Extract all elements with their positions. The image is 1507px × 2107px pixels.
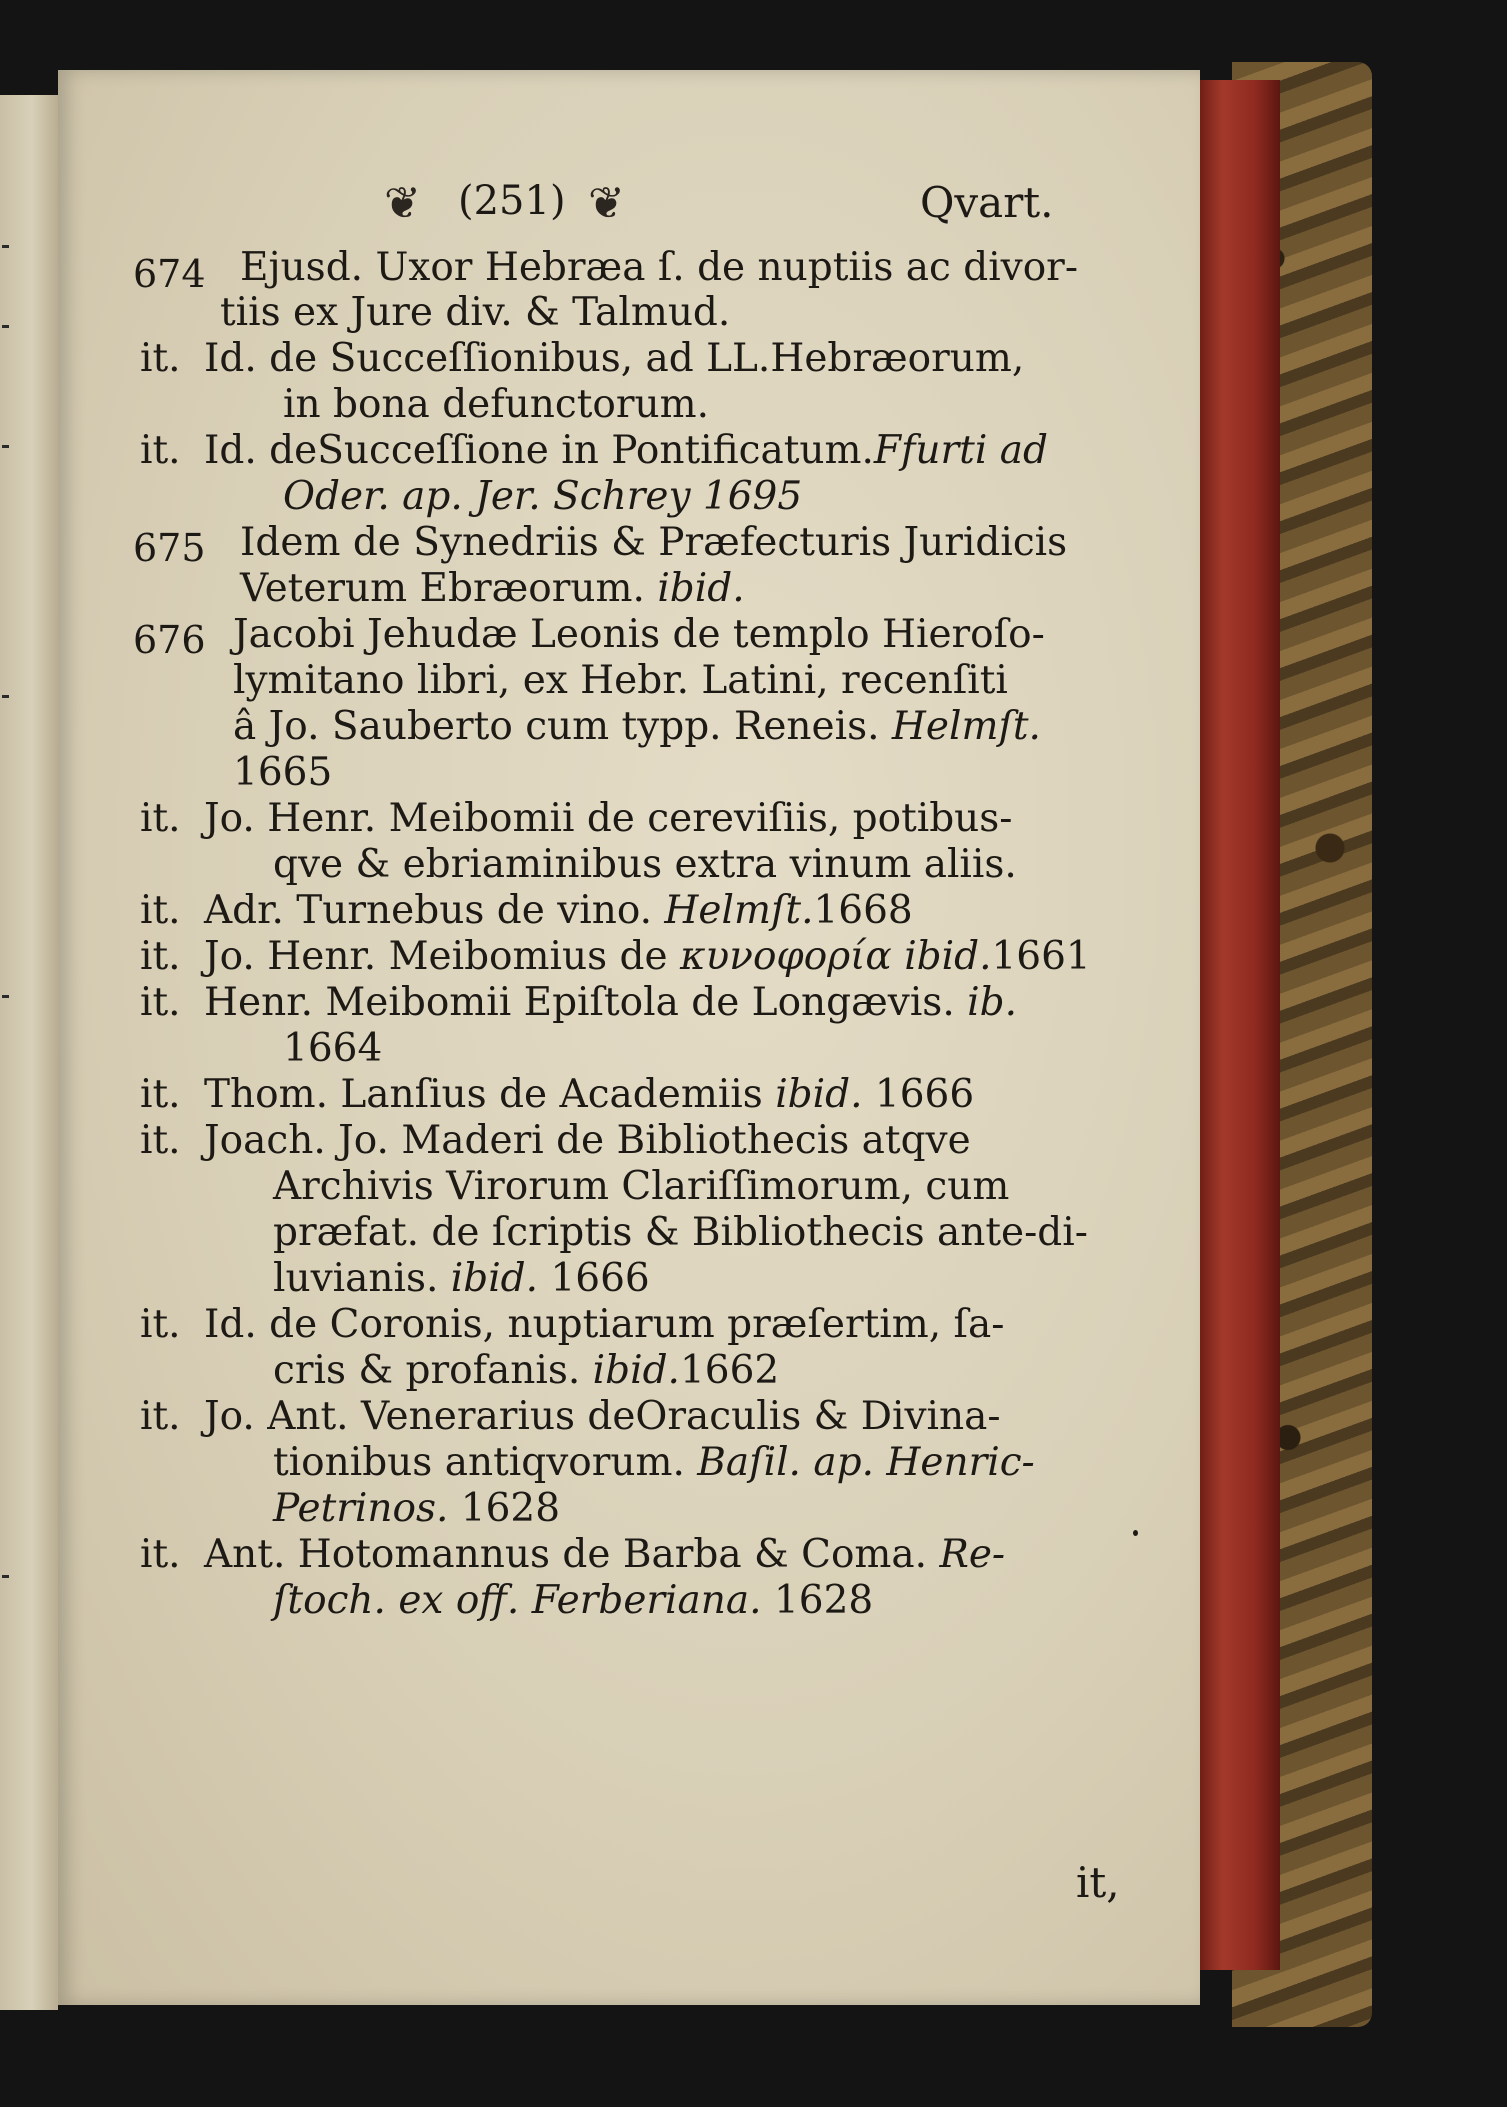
- entry-italic: ibid.: [775, 1072, 863, 1117]
- margin-mark: [2, 695, 9, 698]
- entry-prefix: it.: [140, 336, 181, 381]
- entry-line-group: [273, 1486, 560, 1532]
- entry-year: 1628: [773, 1578, 874, 1623]
- entry-italic: Petrinos.: [273, 1486, 449, 1531]
- entry-line-group: [204, 1532, 1005, 1578]
- entry-italic: ibid.: [904, 934, 992, 979]
- facing-page-edge: [0, 95, 58, 2010]
- entry-line-group: [273, 1256, 650, 1302]
- entry-italic: ib.: [967, 980, 1017, 1025]
- page-content: [58, 70, 1200, 2005]
- entry-line: Jo. Henr. Meibomii de cereviſiis, potibus-: [204, 796, 1013, 841]
- entry-number: 674: [133, 252, 206, 296]
- entry-line: qve & ebriaminibus extra vinum aliis.: [273, 842, 1017, 887]
- entry-italic: ibid.: [657, 566, 745, 611]
- entry-prefix: it.: [140, 796, 181, 841]
- ornament-left-icon: ❦: [384, 178, 421, 229]
- entry-line: Ant. Hotomannus de Barba & Coma.: [204, 1532, 928, 1577]
- entry-line: Jacobi Jehudæ Leonis de templo Hieroſo-: [233, 612, 1045, 657]
- entry-prefix: it.: [140, 980, 181, 1025]
- entry-line: Id. de Coronis, nuptiarum præſertim, ſa-: [204, 1302, 1005, 1347]
- entry-italic: κυνοφορία: [679, 934, 892, 979]
- entry-line: tiis ex Jure div. & Talmud.: [220, 290, 731, 335]
- entry-italic: Henric-: [886, 1440, 1035, 1485]
- entry-line: Id. de Succeſſionibus, ad LL.Hebræorum,: [204, 336, 1025, 381]
- entry-prefix: it.: [140, 1302, 181, 1347]
- entry-year: 1666: [550, 1256, 650, 1301]
- entry-line: Jo. Ant. Venerarius deOraculis & Divina-: [204, 1394, 1001, 1439]
- entry-line: Henr. Meibomii Epiſtola de Longævis.: [204, 980, 955, 1025]
- margin-mark: [2, 245, 9, 248]
- entry-italic: Baſil.: [697, 1440, 801, 1485]
- entry-prefix: it.: [140, 1394, 181, 1439]
- entry-line: Archivis Virorum Clariſſimorum, cum: [273, 1164, 1010, 1209]
- entry-year: 1666: [874, 1072, 975, 1117]
- entry-line: Idem de Synedriis & Præfecturis Juridicis: [240, 520, 1068, 565]
- entry-year: 1628: [460, 1486, 561, 1531]
- margin-mark: [2, 1575, 9, 1578]
- entry-line-group: [204, 980, 1017, 1026]
- page-header: [58, 168, 1200, 238]
- entry-line: cris & profanis.: [273, 1348, 581, 1393]
- entry-prefix: it.: [140, 1072, 181, 1117]
- entry-line: Ejusd. Uxor Hebræa ſ. de nuptiis ac divor-: [240, 245, 1079, 290]
- catchword: it,: [1076, 1858, 1120, 1907]
- entry-italic: Helmſt.: [664, 888, 814, 933]
- entry-italic: Helmſt.: [891, 704, 1041, 749]
- page-number: (251): [458, 178, 566, 224]
- entry-italic: ibid.: [450, 1256, 539, 1301]
- entry-line-group: [233, 704, 1041, 750]
- entry-line-group: [204, 934, 1091, 980]
- entry-line-group: [204, 428, 1048, 474]
- entry-italic: Ffurti ad: [873, 428, 1048, 473]
- entry-line: lymitano libri, ex Hebr. Latini, recenſiti: [233, 658, 1008, 703]
- entry-prefix: it.: [140, 934, 181, 979]
- entry-line: 1665: [233, 750, 333, 795]
- entry-line: 1664: [283, 1026, 383, 1071]
- entry-line: Joach. Jo. Maderi de Bibliothecis atqve: [204, 1118, 971, 1163]
- red-page-edges: [1198, 80, 1280, 1970]
- entry-line: Veterum Ebræorum.: [240, 566, 645, 611]
- entry-prefix: it.: [140, 888, 181, 933]
- entry-number: 675: [133, 526, 206, 570]
- entry-line: Jo. Henr. Meibomius de: [204, 934, 668, 979]
- entry-line: præfat. de ſcriptis & Bibliothecis ante-di-: [273, 1210, 1088, 1255]
- entry-line: luvianis.: [273, 1256, 439, 1301]
- signature-mark: Qvart.: [920, 178, 1054, 227]
- entry-italic: Re-: [939, 1532, 1006, 1577]
- entry-prefix: it.: [140, 1118, 181, 1163]
- ornament-right-icon: ❦: [588, 178, 625, 229]
- entry-line: Oder. ap. Jer. Schrey 1695: [283, 474, 803, 519]
- ink-spot: [1133, 1530, 1138, 1536]
- entry-line-group: [204, 1072, 974, 1118]
- entry-line-group: [204, 888, 913, 934]
- entry-line: tionibus antiqvorum.: [273, 1440, 685, 1485]
- entry-prefix: it.: [140, 428, 181, 473]
- entry-line: Adr. Turnebus de vino.: [204, 888, 653, 933]
- entry-line-group: [240, 566, 745, 612]
- book-page: [58, 70, 1200, 2005]
- entry-line: â Jo. Sauberto cum typp. Reneis.: [233, 704, 880, 749]
- margin-mark: [2, 995, 9, 998]
- margin-mark: [2, 325, 9, 328]
- entry-line: in bona defunctorum.: [283, 382, 710, 427]
- entry-year: 1668: [813, 888, 913, 933]
- entry-number: 676: [133, 618, 206, 662]
- entry-line-group: [273, 1348, 779, 1394]
- entry-italic: ap.: [813, 1440, 874, 1485]
- entry-year: 1661: [991, 934, 1091, 979]
- entry-year: 1662: [679, 1348, 780, 1393]
- entry-italic: ſtoch. ex off. Ferberiana.: [273, 1578, 762, 1623]
- entry-italic: ibid.: [592, 1348, 680, 1393]
- margin-mark: [2, 445, 9, 448]
- entry-line: Thom. Lanſius de Academiis: [204, 1072, 763, 1117]
- entry-line-group: [273, 1440, 1035, 1486]
- entry-line-group: [273, 1578, 873, 1624]
- entry-line: Id. deSucceſſione in Pontificatum.: [204, 428, 874, 473]
- entry-prefix: it.: [140, 1532, 181, 1577]
